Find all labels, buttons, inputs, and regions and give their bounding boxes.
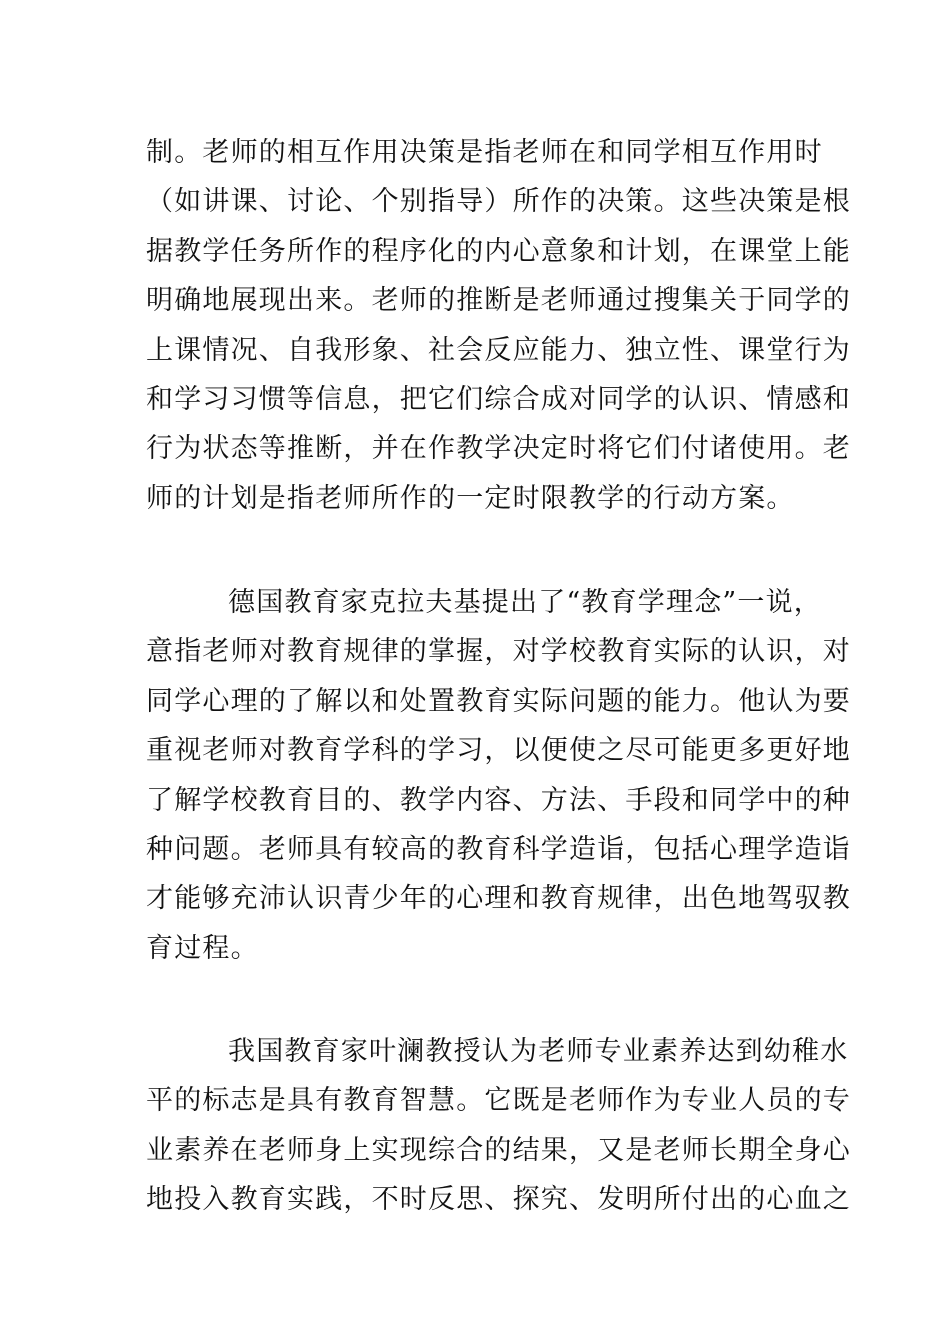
- text-line: 了解学校教育目的、教学内容、方法、手段和同学中的种: [146, 784, 851, 816]
- paragraph-teacher-decisions: [146, 128, 851, 523]
- text-line: 和学习习惯等信息，把它们综合成对同学的认识、情感和: [146, 383, 851, 415]
- text-line: 种问题。老师具有较高的教育科学造诣，包括心理学造诣: [146, 833, 851, 865]
- text-line: 制。老师的相互作用决策是指老师在和同学相互作用时: [146, 137, 823, 168]
- text-line: 业素养在老师身上实现综合的结果，又是老师长期全身心: [146, 1134, 851, 1166]
- text-line: 育过程。: [146, 932, 259, 964]
- text-line: 平的标志是具有教育智慧。它既是老师作为专业人员的专: [146, 1085, 851, 1117]
- text-line: 据教学任务所作的程序化的内心意象和计划，在课堂上能: [146, 235, 851, 267]
- text-line: （如讲课、讨论、个别指导）所作的决策。这些决策是根: [146, 186, 851, 218]
- paragraph-klafki: [146, 578, 851, 973]
- text-line: 师的计划是指老师所作的一定时限教学的行动方案。: [146, 482, 795, 514]
- text-line: 重视老师对教育学科的学习，以便使之尽可能更多更好地: [146, 735, 851, 767]
- text-line: 上课情况、自我形象、社会反应能力、独立性、课堂行为: [146, 334, 851, 366]
- text-line: 地投入教育实践，不时反思、探究、发明所付出的心血之: [146, 1184, 851, 1216]
- text-line: 明确地展现出来。老师的推断是老师通过搜集关于同学的: [146, 285, 851, 317]
- text-line: 才能够充沛认识青少年的心理和教育规律，出色地驾驭教: [146, 883, 851, 915]
- text-line-first: 德国教育家克拉夫基提出了“教育学理念”一说，: [228, 587, 823, 618]
- text-line: 同学心理的了解以和处置教育实际问题的能力。他认为要: [146, 685, 851, 717]
- text-line: 意指老师对教育规律的掌握，对学校教育实际的认识，对: [146, 636, 851, 668]
- paragraph-ye-lan: [146, 1027, 851, 1225]
- text-line: 行为状态等推断，并在作教学决定时将它们付诸使用。老: [146, 433, 851, 465]
- text-line-first: 我国教育家叶澜教授认为老师专业素养达到幼稚水: [228, 1036, 849, 1067]
